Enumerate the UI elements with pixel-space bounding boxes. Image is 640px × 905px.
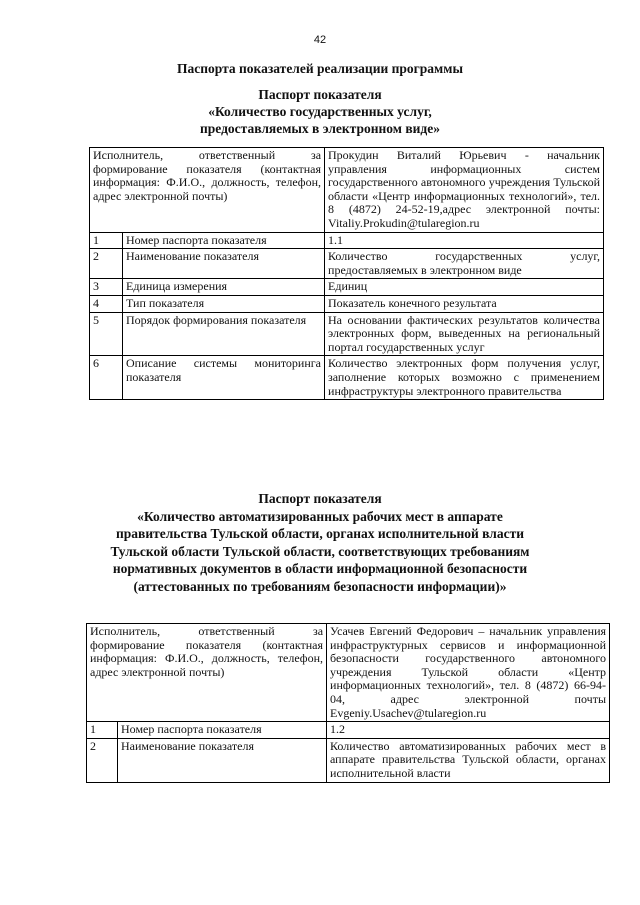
- table-row: [90, 295, 604, 312]
- row-number: 2: [87, 738, 118, 782]
- row-number: 6: [90, 356, 123, 400]
- passport1-table: [89, 147, 604, 400]
- heading-line: (аттестованных по требованиям безопасности информации)»: [133, 578, 507, 594]
- table-row: [90, 232, 604, 249]
- row-number: 4: [90, 295, 123, 312]
- table-row: [87, 624, 610, 722]
- responsible-label: Исполнитель, ответственный за формирование показателя (контактная информация: Ф.И.О., должность, телефон, адрес электронной почты): [87, 624, 327, 722]
- row-label: Наименование показателя: [123, 249, 325, 279]
- row-value: 1.1: [325, 232, 604, 249]
- row-value: Количество электронных форм получения услуг, заполнение которых возможно с применением инфраструктуры электронного правительства: [325, 356, 604, 400]
- row-value: Количество государственных услуг, предоставляемых в электронном виде: [325, 249, 604, 279]
- table-row: [90, 356, 604, 400]
- table-row: [90, 279, 604, 296]
- row-label: Номер паспорта показателя: [118, 722, 327, 739]
- responsible-label: Исполнитель, ответственный за формирование показателя (контактная информация: Ф.И.О., должность, телефон, адрес электронной почты): [90, 148, 325, 233]
- heading-line: «Количество государственных услуг,: [208, 104, 432, 119]
- passport2-table: [86, 623, 610, 783]
- responsible-value: Усачев Евгений Федорович – начальник управления инфраструктурных сервисов и информационной безопасности государственного автономного учреждения Тульской области «Центр информационных технологий», тел. 8 (4872) 66-94-04, адрес электронной почты Evgeniy.Usachev@tularegion.ru: [327, 624, 610, 722]
- row-label: Номер паспорта показателя: [123, 232, 325, 249]
- row-value: На основании фактических результатов количества электронных форм, выведенных на региональный портал государственных услуг: [325, 312, 604, 356]
- row-label: Описание системы мониторинга показателя: [123, 356, 325, 400]
- row-value: Количество автоматизированных рабочих мест в аппарате правительства Тульской области, органах исполнительной власти: [327, 738, 610, 782]
- row-value: Единиц: [325, 279, 604, 296]
- row-number: 3: [90, 279, 123, 296]
- row-number: 1: [87, 722, 118, 739]
- responsible-value: Прокудин Виталий Юрьевич - начальник управления информационных систем государственного автономного учреждения Тульской области «Центр информационных технологий», тел. 8 (4872) 24-52-19,адрес электронной почты: Vitaliy.Prokudin@tularegion.ru: [325, 148, 604, 233]
- heading-line: Паспорт показателя: [258, 491, 382, 506]
- row-number: 5: [90, 312, 123, 356]
- heading-line: предоставляемых в электронном виде»: [200, 121, 440, 136]
- heading-line: «Количество автоматизированных рабочих мест в аппарате: [137, 508, 503, 524]
- row-label: Наименование показателя: [118, 738, 327, 782]
- heading-line: Тульской области Тульской области, соответствующих требованиям: [110, 543, 530, 559]
- passport2-heading: [0, 490, 640, 595]
- page-number: 42: [313, 34, 327, 46]
- row-label: Тип показателя: [123, 295, 325, 312]
- row-value: 1.2: [327, 722, 610, 739]
- row-number: 1: [90, 232, 123, 249]
- passport1-heading: [0, 86, 640, 137]
- row-label: Порядок формирования показателя: [123, 312, 325, 356]
- table-row: [90, 249, 604, 279]
- table-row: [87, 722, 610, 739]
- heading-line: Паспорт показателя: [258, 87, 382, 102]
- table-row: [87, 738, 610, 782]
- table-row: [90, 148, 604, 233]
- section-title: Паспорта показателей реализации программы: [176, 61, 463, 76]
- heading-line: нормативных документов в области информационной безопасности: [112, 561, 528, 576]
- row-label: Единица измерения: [123, 279, 325, 296]
- row-number: 2: [90, 249, 123, 279]
- row-value: Показатель конечного результата: [325, 295, 604, 312]
- table-row: [90, 312, 604, 356]
- heading-line: правительства Тульской области, органах исполнительной власти: [116, 526, 524, 541]
